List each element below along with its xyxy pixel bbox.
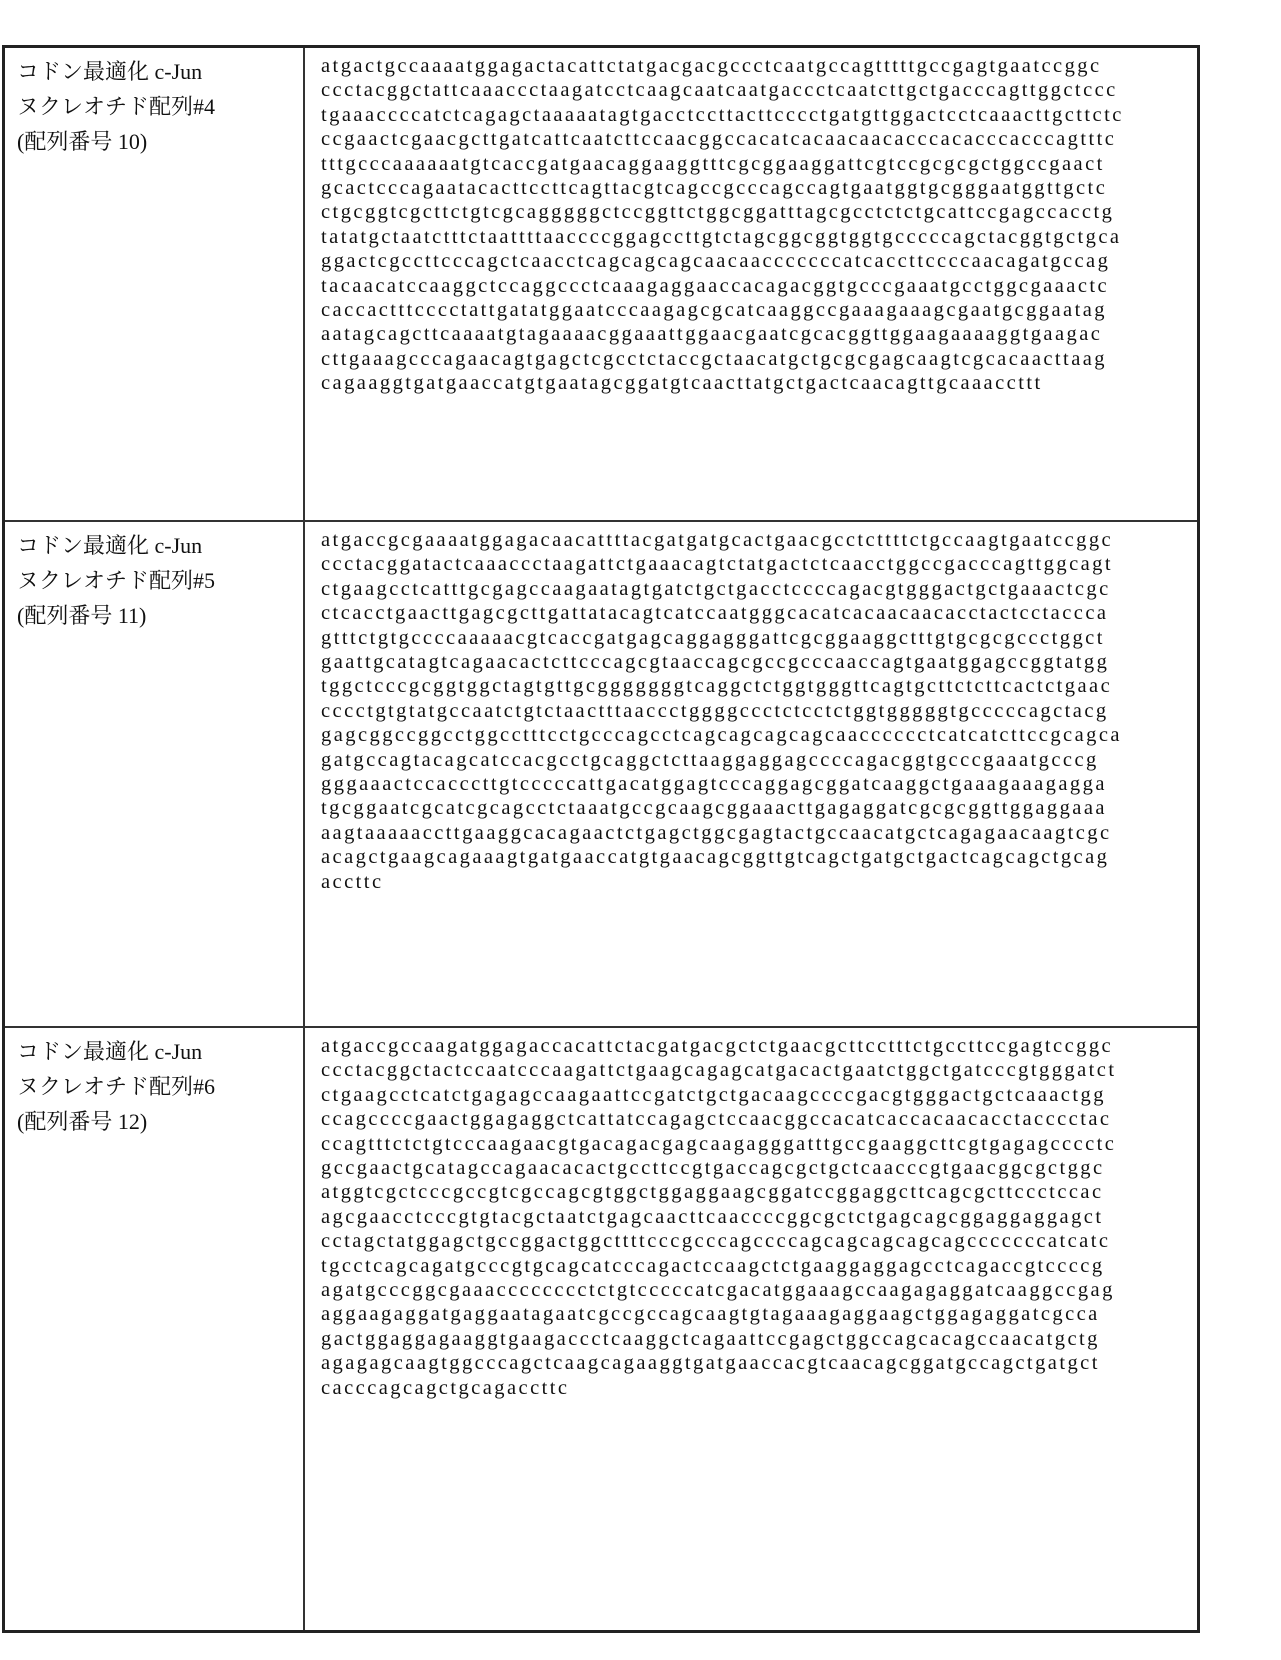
sequence-line: acagctgaagcagaaagtgatgaaccatgtgaacagcggttgtcagctgatgctgactcagcagctgcag [321, 845, 1189, 869]
sequence-label-cell [4, 521, 305, 1027]
sequence-line: ctcacctgaacttgagcgcttgattatacagtcatccaatgggcacatcacaacaacacctactcctaccca [321, 601, 1189, 625]
sequence-line: tgcggaatcgcatcgcagcctctaaatgccgcaagcggaaacttgagaggatcgcgcggttggaggaaa [321, 796, 1189, 820]
sequence-label-cell [4, 1027, 305, 1632]
sequence-line: accttc [321, 870, 1189, 894]
sequence-line: ccctacggatactcaaaccctaagattctgaaacagtctatgactctcaacctggccgacccagttggcagt [321, 552, 1189, 576]
sequence-label-line: (配列番号 10) [17, 124, 295, 159]
sequence-line: tacaacatccaaggctccaggccctcaaagaggaaccacagacggtgcccgaaatgcctggcgaaactc [321, 274, 1189, 298]
sequence-line: atgactgccaaaatggagactacattctatgacgacgccctcaatgccagtttttgccgagtgaatccggc [321, 54, 1189, 78]
sequence-line: ccctacggctactccaatcccaagattctgaagcagagcatgacactgaatctggctgatcccgtgggatct [321, 1058, 1189, 1082]
sequence-line: ctgcggtcgcttctgtcgcagggggctccggttctggcggatttagcgcctctctgcattccgagccacctg [321, 200, 1189, 224]
sequence-line: ctgaagcctcatctgagagccaagaattccgatctgctgacaagccccgacgtgggactgctcaaactgg [321, 1083, 1189, 1107]
nucleotide-sequence-cell [304, 1027, 1199, 1632]
sequence-label-line: ヌクレオチド配列#4 [17, 89, 295, 124]
sequence-line: ccagccccgaactggagaggctcattatccagagctccaacggccacatcaccacaacacctacccctac [321, 1107, 1189, 1131]
sequence-line: tggctcccgcggtggctagtgttgcgggggggtcaggctctggtgggttcagtgcttctcttcactctgaac [321, 674, 1189, 698]
sequence-line: gggaaactccacccttgtcccccattgacatggagtcccaggagcggatcaaggctgaaagaaagagga [321, 772, 1189, 796]
sequence-line: cttgaaagcccagaacagtgagctcgcctctaccgctaacatgctgcgcgagcaagtcgcacaacttaag [321, 347, 1189, 371]
sequence-line: gaattgcatagtcagaacactcttcccagcgtaaccagcgccgcccaaccagtgaatggagccggtatgg [321, 650, 1189, 674]
sequence-line: ccgaactcgaacgcttgatcattcaatcttccaacggccacatcacaacaacacccacacccacccagtttc [321, 127, 1189, 151]
sequence-line: tgcctcagcagatgcccgtgcagcatcccagactccaagctctgaaggaggagcctcagaccgtccccg [321, 1254, 1189, 1278]
nucleotide-sequence-cell [304, 47, 1199, 522]
sequence-line: cagaaggtgatgaaccatgtgaatagcggatgtcaacttatgctgactcaacagttgcaaaccttt [321, 371, 1189, 395]
table-row [4, 47, 1199, 522]
sequence-label-line: ヌクレオチド配列#5 [17, 563, 295, 598]
sequence-line: ccagtttctctgtcccaagaacgtgacagacgagcaagagggatttgccgaaggcttcgtgagagcccctc [321, 1132, 1189, 1156]
table-row [4, 521, 1199, 1027]
sequence-line: agatgcccggcgaaacccccccctctgtcccccatcgacatggaaagccaagagaggatcaaggccgag [321, 1278, 1189, 1302]
sequence-label-line: (配列番号 12) [17, 1104, 295, 1139]
sequence-line: gagcggccggcctggcctttcctgcccagcctcagcagcagcagcaacccccctcatcatcttccgcagca [321, 723, 1189, 747]
sequence-table [2, 45, 1200, 1633]
sequence-line: ggactcgccttcccagctcaacctcagcagcagcaacaacccccccatcaccttccccaacagatgccag [321, 249, 1189, 273]
sequence-label-line: コドン最適化 c-Jun [17, 54, 295, 89]
sequence-line: caccactttcccctattgatatggaatcccaagagcgcatcaaggccgaaagaaagcgaatgcggaatag [321, 298, 1189, 322]
sequence-line: atggtcgctcccgccgtcgccagcgtggctggaggaagcggatccggaggcttcagcgcttccctccac [321, 1180, 1189, 1204]
sequence-label-cell [4, 47, 305, 522]
sequence-line: aatagcagcttcaaaatgtagaaaacggaaattggaacgaatcgcacggttggaagaaaaggtgaagac [321, 322, 1189, 346]
sequence-line: ccctacggctattcaaaccctaagatcctcaagcaatcaatgaccctcaatcttgctgacccagttggctccc [321, 78, 1189, 102]
sequence-line: gccgaactgcatagccagaacacactgccttccgtgaccagcgctgctcaacccgtgaacggcgctggc [321, 1156, 1189, 1180]
sequence-line: gactggaggagaaggtgaagaccctcaaggctcagaattccgagctggccagcacagccaacatgctg [321, 1327, 1189, 1351]
sequence-line: tgaaaccccatctcagagctaaaaatagtgacctccttacttcccctgatgttggactcctcaaacttgcttctc [321, 103, 1189, 127]
nucleotide-sequence-cell [304, 521, 1199, 1027]
sequence-line: gatgccagtacagcatccacgcctgcaggctcttaaggaggagccccagacggtgcccgaaatgcccg [321, 748, 1189, 772]
sequence-label-line: (配列番号 11) [17, 598, 295, 633]
sequence-line: agagagcaagtggcccagctcaagcagaaggtgatgaaccacgtcaacagcggatgccagctgatgct [321, 1351, 1189, 1375]
sequence-line: cctagctatggagctgccggactggcttttcccgcccagccccagcagcagcagcagcccccccatcatc [321, 1229, 1189, 1253]
sequence-label-line: コドン最適化 c-Jun [17, 528, 295, 563]
sequence-line: cccctgtgtatgccaatctgtctaactttaaccctggggccctctcctctggtgggggtgcccccagctacg [321, 699, 1189, 723]
sequence-line: gtttctgtgccccaaaaacgtcaccgatgagcaggagggattcgcggaaggctttgtgcgcgccctggct [321, 626, 1189, 650]
sequence-label-line: ヌクレオチド配列#6 [17, 1069, 295, 1104]
sequence-line: tttgcccaaaaaatgtcaccgatgaacaggaaggtttcgcggaaggattcgtccgcgcgctggccgaact [321, 152, 1189, 176]
sequence-line: agcgaacctcccgtgtacgctaatctgagcaacttcaaccccggcgctctgagcagcggaggaggagct [321, 1205, 1189, 1229]
sequence-line: aagtaaaaaccttgaaggcacagaactctgagctggcgagtactgccaacatgctcagagaacaagtcgc [321, 821, 1189, 845]
sequence-label-line: コドン最適化 c-Jun [17, 1034, 295, 1069]
sequence-line: cacccagcagctgcagaccttc [321, 1376, 1189, 1400]
sequence-line: ctgaagcctcatttgcgagccaagaatagtgatctgctgacctccccagacgtgggactgctgaaactcgc [321, 577, 1189, 601]
sequence-line: aggaagaggatgaggaatagaatcgccgccagcaagtgtagaaagaggaagctggagaggatcgcca [321, 1302, 1189, 1326]
sequence-line: tatatgctaatctttctaattttaaccccggagccttgtctagcggcggtggtgcccccagctacggtgctgca [321, 225, 1189, 249]
sequence-line: gcactcccagaatacacttccttcagttacgtcagccgcccagccagtgaatggtgcgggaatggttgctc [321, 176, 1189, 200]
sequence-line: atgaccgccaagatggagaccacattctacgatgacgctctgaacgcttcctttctgccttccgagtccggc [321, 1034, 1189, 1058]
sequence-line: atgaccgcgaaaatggagacaacattttacgatgatgcactgaacgcctcttttctgccaagtgaatccggc [321, 528, 1189, 552]
table-row [4, 1027, 1199, 1632]
